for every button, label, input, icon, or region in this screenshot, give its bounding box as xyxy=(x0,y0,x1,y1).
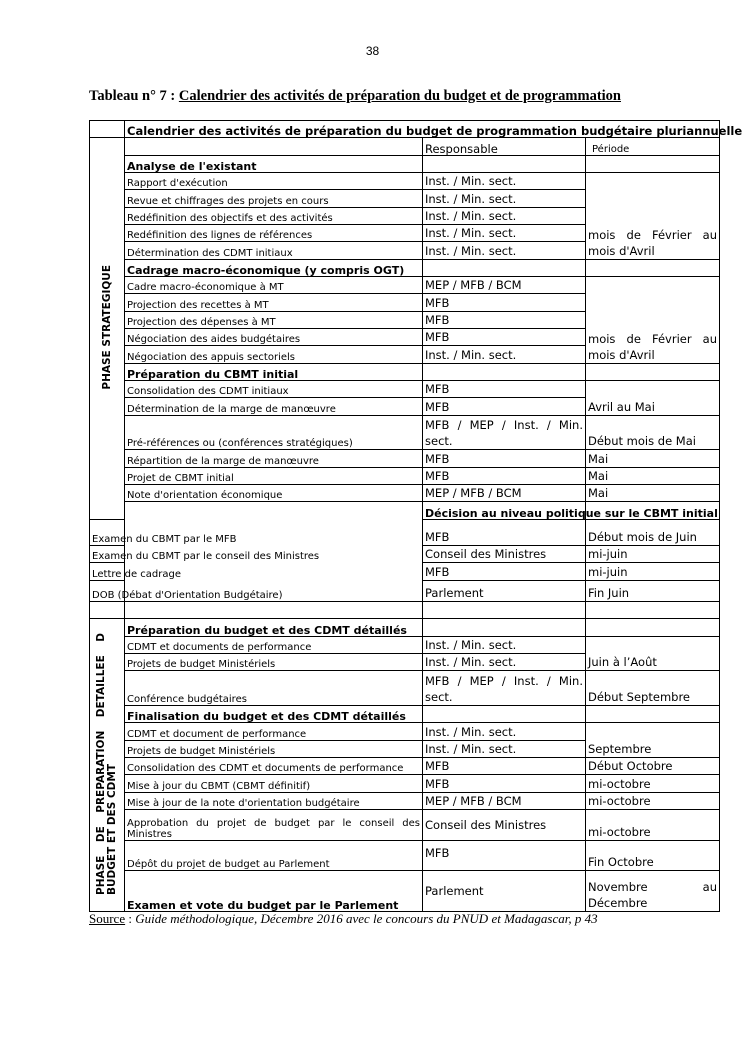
activity-cell: Conférence budgétaires xyxy=(125,671,423,706)
period-cell: mi-octobre xyxy=(586,810,720,841)
caption-separator: : xyxy=(166,88,179,104)
period-cell: mi-octobre xyxy=(586,792,720,809)
activity-cell: Détermination de la marge de manœuvre xyxy=(125,398,423,415)
empty-cell xyxy=(423,155,586,172)
section-title: Analyse de l'existant xyxy=(125,155,423,172)
period-cell xyxy=(586,172,720,259)
activity-cell: Projets de budget Ministériels xyxy=(125,740,423,757)
activity-cell: Négociation des aides budgétaires xyxy=(125,328,423,345)
responsable-cell xyxy=(423,671,586,706)
responsable-cell: Inst. / Min. sect. xyxy=(423,242,586,259)
phase-strategique-label: PHASE STRATEGIQUE xyxy=(100,264,113,390)
responsable-cell: MFB xyxy=(423,519,586,546)
activity-cell: Cadre macro-économique à MT xyxy=(125,276,423,293)
empty-cell xyxy=(586,619,720,636)
responsable-cell: MFB xyxy=(423,398,586,415)
section-title: Préparation du budget et des CDMT détaillés xyxy=(125,619,423,636)
phase-detaillee-label xyxy=(96,633,118,895)
final-activity-cell: Examen et vote du budget par le Parlement xyxy=(125,871,423,912)
period-cell: Début mois de Juin xyxy=(586,519,720,546)
empty-cell xyxy=(423,706,586,723)
activity-cell: Mise à jour de la note d'orientation budgétaire xyxy=(125,792,423,809)
responsable-cell: Inst. / Min. sect. xyxy=(423,740,586,757)
period-cell: Mai xyxy=(586,467,720,484)
responsable-line: MFB / MEP / Inst. / Min. xyxy=(425,418,583,433)
responsable-cell: MFB xyxy=(423,380,586,397)
activity-cell: Rapport d'exécution xyxy=(125,172,423,189)
activity-cell: DOB (Débat d'Orientation Budgétaire) xyxy=(90,580,125,601)
activity-line: Ministres xyxy=(127,828,172,840)
period-cell xyxy=(586,276,720,363)
responsable-cell: MFB xyxy=(423,563,586,580)
table-header: Calendrier des activités de préparation du budget de programmation budgétaire pluriannuelle xyxy=(125,121,720,138)
period-cell: Début mois de Mai xyxy=(586,415,720,450)
activity-cell: Lettre de cadrage xyxy=(90,563,125,580)
responsable-cell: Parlement xyxy=(423,580,586,601)
responsable-line: sect. xyxy=(425,434,453,449)
period-cell: Début Septembre xyxy=(586,671,720,706)
period-line: mois de Février au xyxy=(588,227,718,242)
page-number: 38 xyxy=(365,44,380,58)
empty-cell xyxy=(586,602,720,619)
activity-cell: Revue et chiffrages des projets en cours xyxy=(125,190,423,207)
activity-cell: Examen du CBMT par le MFB xyxy=(90,519,125,546)
period-line: mois d'Avril xyxy=(588,243,655,258)
empty-cell xyxy=(125,602,423,619)
caption-label: Tableau n° 7 xyxy=(89,88,167,104)
responsable-cell: Inst. / Min. sect. xyxy=(423,172,586,189)
activity-cell: Pré-références ou (conférences stratégiques) xyxy=(125,415,423,450)
phase-strategique xyxy=(90,138,125,519)
activity-cell: Dépôt du projet de budget au Parlement xyxy=(125,840,423,871)
calendar-table xyxy=(89,120,743,912)
caption-title: Calendrier des activités de préparation du budget et de programmation xyxy=(178,88,621,104)
responsable-cell: MFB xyxy=(423,450,586,467)
activity-cell: Détermination des CDMT initiaux xyxy=(125,242,423,259)
period-cell: Fin Juin xyxy=(586,580,720,601)
period-line: mois d'Avril xyxy=(588,347,655,362)
period-line: mois de Février au xyxy=(588,331,718,346)
col-activity-header xyxy=(125,138,423,155)
period-cell: mi-juin xyxy=(586,563,720,580)
activity-cell: Projection des dépenses à MT xyxy=(125,311,423,328)
responsable-cell xyxy=(423,415,586,450)
period-cell: Mai xyxy=(586,484,720,501)
responsable-cell: MFB xyxy=(423,328,586,345)
activity-cell: CDMT et documents de performance xyxy=(125,636,423,653)
activity-cell: Consolidation des CDMT initiaux xyxy=(125,380,423,397)
period-cell: Avril au Mai xyxy=(586,380,720,415)
activity-cell: Projets de budget Ministériels xyxy=(125,654,423,671)
col-responsable-header: Responsable xyxy=(423,138,586,155)
period-cell xyxy=(586,871,720,912)
period-cell: Septembre xyxy=(586,723,720,758)
col-periode-header: Période xyxy=(586,138,720,155)
empty-cell xyxy=(586,363,720,380)
table-caption xyxy=(89,88,621,105)
responsable-cell: MFB xyxy=(423,467,586,484)
responsable-cell: Conseil des Ministres xyxy=(423,810,586,841)
responsable-cell: Inst. / Min. sect. xyxy=(423,190,586,207)
activity-cell: Examen du CBMT par le conseil des Ministres xyxy=(90,546,125,563)
source-note xyxy=(89,911,598,927)
activity-cell: Note d'orientation économique xyxy=(125,484,423,501)
responsable-cell: MFB xyxy=(423,775,586,792)
empty-cell xyxy=(90,602,125,619)
responsable-cell: Inst. / Min. sect. xyxy=(423,636,586,653)
period-line: Novembre au xyxy=(588,880,718,894)
calendar-table-container xyxy=(89,120,743,912)
empty-cell xyxy=(586,259,720,276)
activity-cell: Redéfinition des objectifs et des activités xyxy=(125,207,423,224)
activity-cell: Négociation des appuis sectoriels xyxy=(125,346,423,363)
responsable-cell: Inst. / Min. sect. xyxy=(423,346,586,363)
responsable-cell: MEP / MFB / BCM xyxy=(423,792,586,809)
period-cell: Juin à l’Août xyxy=(586,636,720,671)
section-title: Cadrage macro-économique (y compris OGT) xyxy=(125,259,423,276)
activity-cell xyxy=(125,810,423,841)
phase-detaillee-line1: PHASE DE PREPARATION DETAILLEE D xyxy=(95,632,107,895)
empty-cell xyxy=(586,155,720,172)
period-cell: mi-octobre xyxy=(586,775,720,792)
responsable-line: MFB / MEP / Inst. / Min. xyxy=(425,674,583,689)
phase-detaillee-line2: BUDGET ET DES CDMT xyxy=(106,763,118,895)
activity-cell: CDMT et document de performance xyxy=(125,723,423,740)
responsable-cell: Inst. / Min. sect. xyxy=(423,723,586,740)
responsable-line: sect. xyxy=(425,690,453,705)
section-title: Préparation du CBMT initial xyxy=(125,363,423,380)
activity-cell: Projet de CBMT initial xyxy=(125,467,423,484)
period-cell: mi-juin xyxy=(586,546,720,563)
source-separator: : xyxy=(125,911,136,926)
phase-header-blank xyxy=(90,121,125,138)
empty-cell xyxy=(423,602,586,619)
section-title: Finalisation du budget et des CDMT détaillés xyxy=(125,706,423,723)
empty-cell xyxy=(423,619,586,636)
responsable-cell: Conseil des Ministres xyxy=(423,546,586,563)
activity-cell: Répartition de la marge de manœuvre xyxy=(125,450,423,467)
phase-detaillee xyxy=(90,619,125,912)
responsable-cell: MEP / MFB / BCM xyxy=(423,484,586,501)
responsable-cell: Parlement xyxy=(423,871,586,912)
responsable-cell: MFB xyxy=(423,758,586,775)
responsable-cell: MEP / MFB / BCM xyxy=(423,276,586,293)
responsable-cell: Inst. / Min. sect. xyxy=(423,207,586,224)
responsable-cell: MFB xyxy=(423,311,586,328)
period-cell: Mai xyxy=(586,450,720,467)
period-cell: Fin Octobre xyxy=(586,840,720,871)
activity-cell: Projection des recettes à MT xyxy=(125,294,423,311)
empty-cell xyxy=(586,706,720,723)
period-line: Décembre xyxy=(588,896,648,910)
section-title: Décision au niveau politique sur le CBMT initial xyxy=(423,502,586,519)
activity-cell: Mise à jour du CBMT (CBMT définitif) xyxy=(125,775,423,792)
period-cell: Début Octobre xyxy=(586,758,720,775)
activity-cell: Consolidation des CDMT et documents de performance xyxy=(125,758,423,775)
activity-line: Approbation du projet de budget par le conseil des xyxy=(127,817,420,829)
empty-cell xyxy=(423,259,586,276)
empty-cell xyxy=(423,363,586,380)
responsable-cell: Inst. / Min. sect. xyxy=(423,654,586,671)
source-label: Source xyxy=(89,911,126,926)
source-text: Guide méthodologique, Décembre 2016 avec le concours du PNUD et Madagascar, p 43 xyxy=(135,911,598,926)
responsable-cell: MFB xyxy=(423,840,586,871)
responsable-cell: MFB xyxy=(423,294,586,311)
responsable-cell: Inst. / Min. sect. xyxy=(423,224,586,241)
activity-cell: Redéfinition des lignes de références xyxy=(125,224,423,241)
